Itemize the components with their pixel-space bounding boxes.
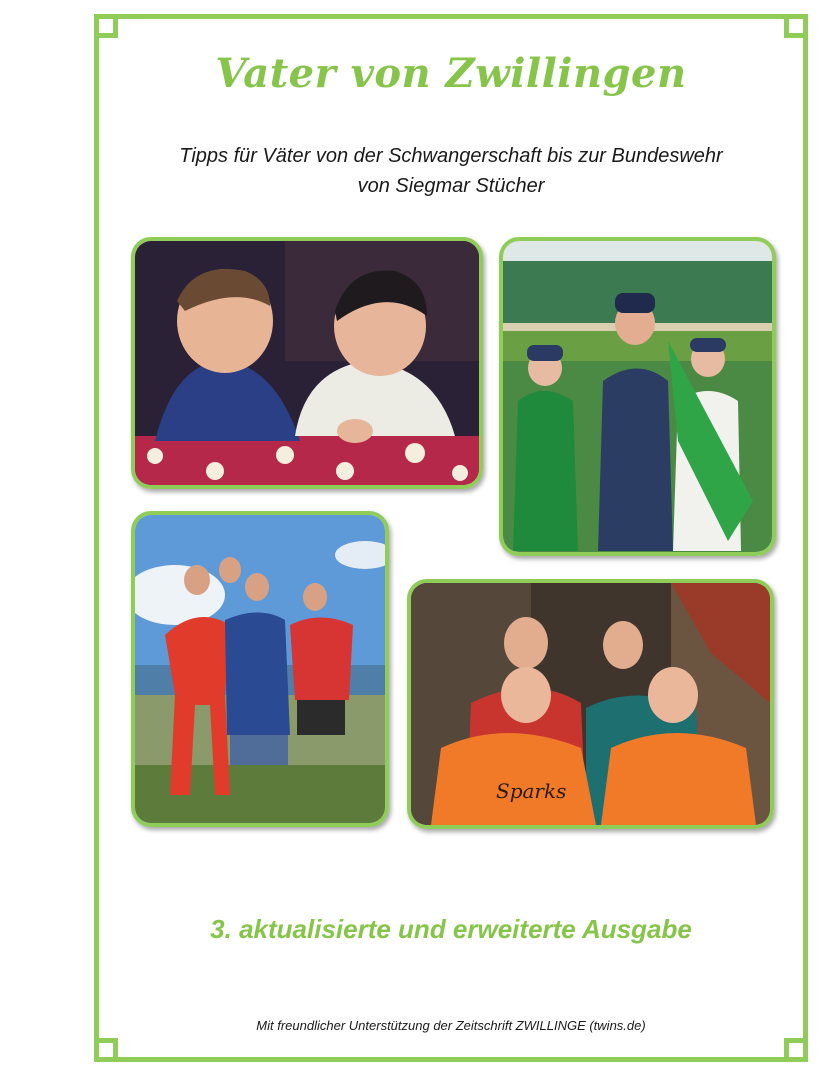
footer-credit: Mit freundlicher Unterstützung der Zeitschrift ZWILLINGE (twins.de) <box>256 1018 646 1033</box>
photo-twin-babies <box>131 237 483 489</box>
border-corner-top-left <box>94 14 118 38</box>
border-corner-bottom-right <box>784 1038 808 1062</box>
photo-stadium <box>499 237 776 556</box>
book-title: Vater von Zwillingen <box>215 50 687 97</box>
photo-beach-family <box>131 511 389 827</box>
edition-label: 3. aktualisierte und erweiterte Ausgabe <box>210 914 692 944</box>
border-corner-bottom-left <box>94 1038 118 1062</box>
border-corner-top-right <box>784 14 808 38</box>
book-subtitle <box>100 141 802 201</box>
svg-text:Sparks: Sparks <box>496 779 567 803</box>
photo-staircase-family <box>407 579 774 829</box>
subtitle-line: Tipps für Väter von der Schwangerschaft bis zur Bundeswehr <box>179 145 723 167</box>
author-line: von Siegmar Stücher <box>357 175 545 197</box>
